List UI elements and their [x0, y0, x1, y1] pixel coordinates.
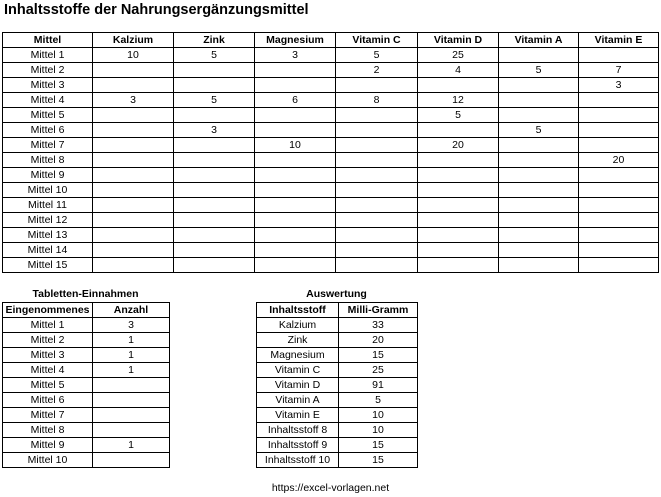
value-cell[interactable]: 7 [579, 63, 659, 78]
row-label-cell[interactable]: Mittel 4 [3, 363, 93, 378]
row-label-cell[interactable]: Vitamin A [257, 393, 339, 408]
column-header: Vitamin C [336, 33, 418, 48]
column-header: Milli-Gramm [339, 303, 418, 318]
row-label-cell[interactable]: Mittel 12 [3, 213, 93, 228]
value-cell[interactable] [418, 258, 499, 273]
value-cell[interactable] [418, 213, 499, 228]
value-cell[interactable] [336, 78, 418, 93]
value-cell[interactable] [255, 153, 336, 168]
table-row [257, 423, 418, 438]
value-cell[interactable] [93, 243, 174, 258]
value-cell[interactable] [336, 258, 418, 273]
value-cell[interactable] [499, 198, 579, 213]
value-cell[interactable] [336, 168, 418, 183]
table-row [3, 123, 659, 138]
evaluation-table [256, 302, 418, 468]
value-cell[interactable] [418, 153, 499, 168]
table-row [3, 243, 659, 258]
table-row [257, 363, 418, 378]
value-cell[interactable]: 3 [93, 93, 174, 108]
row-label-cell[interactable]: Mittel 4 [3, 93, 93, 108]
value-cell[interactable] [174, 153, 255, 168]
table-row [257, 438, 418, 453]
value-cell[interactable] [418, 243, 499, 258]
value-cell[interactable] [499, 78, 579, 93]
value-cell[interactable] [499, 258, 579, 273]
value-cell[interactable]: 10 [255, 138, 336, 153]
value-cell[interactable] [93, 138, 174, 153]
row-label-cell[interactable]: Zink [257, 333, 339, 348]
value-cell[interactable]: 20 [418, 138, 499, 153]
value-cell[interactable] [418, 198, 499, 213]
table-row [3, 93, 659, 108]
value-cell[interactable]: 25 [418, 48, 499, 63]
value-cell[interactable]: 4 [418, 63, 499, 78]
value-cell[interactable] [93, 63, 174, 78]
value-cell[interactable]: 10 [339, 408, 418, 423]
tablets-table [2, 302, 170, 468]
value-cell[interactable] [255, 108, 336, 123]
row-label-cell[interactable]: Kalzium [257, 318, 339, 333]
table-row [257, 318, 418, 333]
row-label-cell[interactable]: Mittel 7 [3, 138, 93, 153]
value-cell[interactable] [336, 213, 418, 228]
value-cell[interactable] [93, 423, 170, 438]
column-header: Vitamin D [418, 33, 499, 48]
value-cell[interactable] [174, 198, 255, 213]
value-cell[interactable] [255, 63, 336, 78]
value-cell[interactable] [336, 153, 418, 168]
value-cell[interactable] [174, 168, 255, 183]
value-cell[interactable] [579, 168, 659, 183]
row-label-cell[interactable]: Mittel 2 [3, 63, 93, 78]
table-header-row [3, 33, 659, 48]
value-cell[interactable]: 3 [579, 78, 659, 93]
value-cell[interactable]: 20 [579, 153, 659, 168]
value-cell[interactable] [336, 198, 418, 213]
value-cell[interactable] [174, 108, 255, 123]
table-row [3, 228, 659, 243]
value-cell[interactable]: 5 [174, 93, 255, 108]
table-row [3, 318, 170, 333]
value-cell[interactable]: 15 [339, 453, 418, 468]
row-label-cell[interactable]: Mittel 9 [3, 438, 93, 453]
value-cell[interactable] [93, 78, 174, 93]
value-cell[interactable] [93, 183, 174, 198]
table-row [3, 333, 170, 348]
value-cell[interactable] [93, 228, 174, 243]
value-cell[interactable] [93, 198, 174, 213]
value-cell[interactable] [499, 243, 579, 258]
column-header: Vitamin A [499, 33, 579, 48]
value-cell[interactable] [336, 108, 418, 123]
value-cell[interactable] [93, 153, 174, 168]
value-cell[interactable] [499, 183, 579, 198]
value-cell[interactable] [93, 258, 174, 273]
row-label-cell[interactable]: Mittel 5 [3, 378, 93, 393]
table-row [3, 213, 659, 228]
row-label-cell[interactable]: Mittel 1 [3, 318, 93, 333]
table-row [3, 423, 170, 438]
value-cell[interactable] [174, 78, 255, 93]
column-header: Magnesium [255, 33, 336, 48]
value-cell[interactable] [93, 378, 170, 393]
value-cell[interactable] [174, 63, 255, 78]
value-cell[interactable] [336, 123, 418, 138]
value-cell[interactable] [579, 123, 659, 138]
row-label-cell[interactable]: Inhaltsstoff 10 [257, 453, 339, 468]
row-label-cell[interactable]: Inhaltsstoff 8 [257, 423, 339, 438]
table-row [3, 408, 170, 423]
value-cell[interactable]: 5 [339, 393, 418, 408]
row-label-cell[interactable]: Inhaltsstoff 9 [257, 438, 339, 453]
value-cell[interactable] [579, 93, 659, 108]
column-header: Zink [174, 33, 255, 48]
value-cell[interactable] [579, 138, 659, 153]
value-cell[interactable] [93, 168, 174, 183]
row-label-cell[interactable]: Mittel 7 [3, 408, 93, 423]
value-cell[interactable] [93, 393, 170, 408]
table-row [3, 393, 170, 408]
row-label-cell[interactable]: Mittel 1 [3, 48, 93, 63]
ingredients-table [2, 32, 659, 273]
value-cell[interactable] [418, 183, 499, 198]
value-cell[interactable] [499, 48, 579, 63]
row-label-cell[interactable]: Mittel 9 [3, 168, 93, 183]
value-cell[interactable]: 3 [93, 318, 170, 333]
row-label-cell[interactable]: Vitamin C [257, 363, 339, 378]
row-label-cell[interactable]: Mittel 3 [3, 348, 93, 363]
row-label-cell[interactable]: Mittel 13 [3, 228, 93, 243]
row-label-cell[interactable]: Mittel 6 [3, 123, 93, 138]
value-cell[interactable] [93, 453, 170, 468]
value-cell[interactable] [336, 138, 418, 153]
value-cell[interactable] [499, 153, 579, 168]
value-cell[interactable] [174, 138, 255, 153]
value-cell[interactable] [174, 213, 255, 228]
value-cell[interactable] [499, 108, 579, 123]
row-label-cell[interactable]: Mittel 15 [3, 258, 93, 273]
value-cell[interactable]: 25 [339, 363, 418, 378]
value-cell[interactable]: 5 [499, 123, 579, 138]
row-label-cell[interactable]: Mittel 10 [3, 183, 93, 198]
value-cell[interactable] [579, 258, 659, 273]
value-cell[interactable] [579, 183, 659, 198]
value-cell[interactable] [579, 228, 659, 243]
value-cell[interactable] [579, 213, 659, 228]
value-cell[interactable] [418, 123, 499, 138]
value-cell[interactable] [579, 243, 659, 258]
table-row [3, 258, 659, 273]
row-label-cell[interactable]: Mittel 8 [3, 153, 93, 168]
table-row [3, 108, 659, 123]
value-cell[interactable] [418, 168, 499, 183]
value-cell[interactable]: 5 [174, 48, 255, 63]
value-cell[interactable]: 20 [339, 333, 418, 348]
value-cell[interactable] [174, 183, 255, 198]
value-cell[interactable] [255, 258, 336, 273]
value-cell[interactable] [499, 213, 579, 228]
value-cell[interactable] [174, 258, 255, 273]
value-cell[interactable] [336, 228, 418, 243]
row-label-cell[interactable]: Mittel 6 [3, 393, 93, 408]
value-cell[interactable]: 3 [255, 48, 336, 63]
table-row [3, 363, 170, 378]
value-cell[interactable]: 2 [336, 63, 418, 78]
table-row [3, 348, 170, 363]
evaluation-title: Auswertung [306, 288, 367, 300]
value-cell[interactable] [579, 108, 659, 123]
value-cell[interactable] [255, 198, 336, 213]
table-row [3, 48, 659, 63]
table-row [3, 378, 170, 393]
value-cell[interactable]: 8 [336, 93, 418, 108]
column-header: Eingenommenes [3, 303, 93, 318]
value-cell[interactable]: 15 [339, 348, 418, 363]
value-cell[interactable] [93, 213, 174, 228]
table-row [257, 333, 418, 348]
page-title: Inhaltsstoffe der Nahrungsergänzungsmittel [4, 2, 309, 18]
row-label-cell[interactable]: Mittel 5 [3, 108, 93, 123]
row-label-cell[interactable]: Mittel 10 [3, 453, 93, 468]
value-cell[interactable] [174, 243, 255, 258]
table-header-row [3, 303, 170, 318]
value-cell[interactable] [418, 78, 499, 93]
value-cell[interactable] [255, 213, 336, 228]
value-cell[interactable] [255, 123, 336, 138]
table-row [3, 138, 659, 153]
table-row [3, 78, 659, 93]
table-row [257, 378, 418, 393]
value-cell[interactable] [255, 78, 336, 93]
table-row [257, 408, 418, 423]
value-cell[interactable] [579, 48, 659, 63]
value-cell[interactable]: 10 [339, 423, 418, 438]
value-cell[interactable]: 15 [339, 438, 418, 453]
table-row [257, 393, 418, 408]
value-cell[interactable]: 5 [336, 48, 418, 63]
value-cell[interactable]: 10 [93, 48, 174, 63]
value-cell[interactable]: 1 [93, 363, 170, 378]
value-cell[interactable]: 5 [418, 108, 499, 123]
value-cell[interactable] [93, 123, 174, 138]
value-cell[interactable]: 3 [174, 123, 255, 138]
row-label-cell[interactable]: Mittel 8 [3, 423, 93, 438]
value-cell[interactable]: 91 [339, 378, 418, 393]
row-label-cell[interactable]: Mittel 2 [3, 333, 93, 348]
table-row [3, 168, 659, 183]
value-cell[interactable] [255, 243, 336, 258]
value-cell[interactable] [499, 168, 579, 183]
table-row [3, 198, 659, 213]
row-label-cell[interactable]: Magnesium [257, 348, 339, 363]
table-row [257, 348, 418, 363]
table-row [3, 438, 170, 453]
tablets-title: Tabletten-Einnahmen [32, 288, 139, 300]
column-header: Inhaltsstoff [257, 303, 339, 318]
value-cell[interactable] [499, 138, 579, 153]
value-cell[interactable] [499, 228, 579, 243]
value-cell[interactable] [93, 108, 174, 123]
value-cell[interactable]: 33 [339, 318, 418, 333]
value-cell[interactable]: 1 [93, 348, 170, 363]
value-cell[interactable] [174, 228, 255, 243]
column-header: Kalzium [93, 33, 174, 48]
table-row [257, 453, 418, 468]
value-cell[interactable]: 12 [418, 93, 499, 108]
column-header: Mittel [3, 33, 93, 48]
value-cell[interactable] [93, 408, 170, 423]
table-header-row [257, 303, 418, 318]
value-cell[interactable]: 5 [499, 63, 579, 78]
value-cell[interactable] [499, 93, 579, 108]
value-cell[interactable]: 1 [93, 333, 170, 348]
column-header: Anzahl [93, 303, 170, 318]
row-label-cell[interactable]: Mittel 11 [3, 198, 93, 213]
value-cell[interactable] [579, 198, 659, 213]
value-cell[interactable]: 6 [255, 93, 336, 108]
row-label-cell[interactable]: Vitamin E [257, 408, 339, 423]
value-cell[interactable] [255, 168, 336, 183]
footer-url: https://excel-vorlagen.net [271, 482, 390, 494]
value-cell[interactable]: 1 [93, 438, 170, 453]
value-cell[interactable] [255, 183, 336, 198]
row-label-cell[interactable]: Mittel 3 [3, 78, 93, 93]
table-row [3, 63, 659, 78]
table-row [3, 183, 659, 198]
table-row [3, 153, 659, 168]
row-label-cell[interactable]: Mittel 14 [3, 243, 93, 258]
table-row [3, 453, 170, 468]
value-cell[interactable] [255, 228, 336, 243]
value-cell[interactable] [336, 183, 418, 198]
row-label-cell[interactable]: Vitamin D [257, 378, 339, 393]
column-header: Vitamin E [579, 33, 659, 48]
value-cell[interactable] [336, 243, 418, 258]
value-cell[interactable] [418, 228, 499, 243]
